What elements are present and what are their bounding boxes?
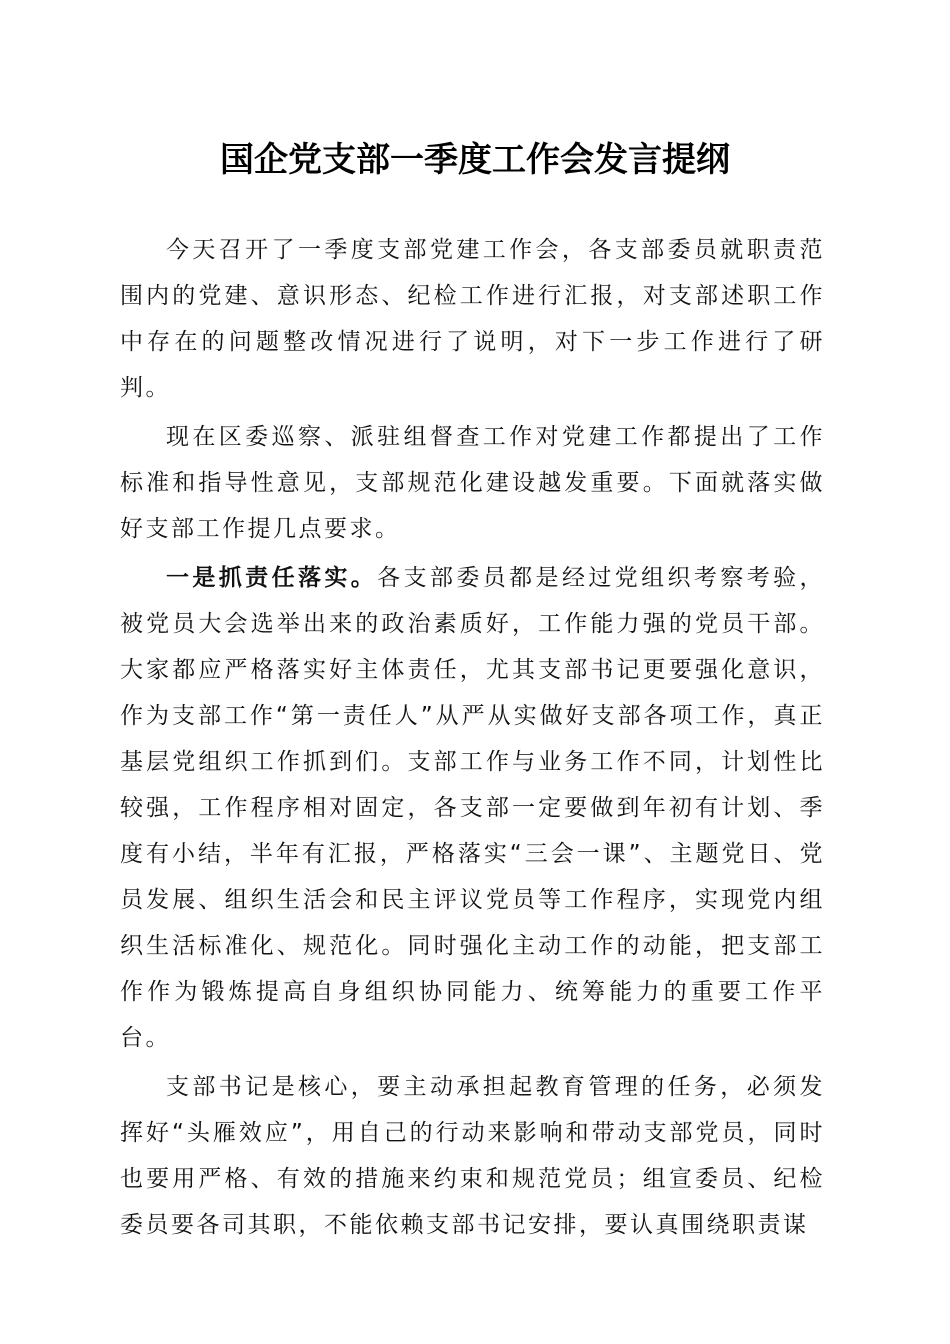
paragraph-3 <box>120 555 825 1061</box>
paragraph-4 <box>120 1064 825 1248</box>
paragraph-1-text: 今天召开了一季度支部党建工作会，各支部委员就职责范围内的党建、意识形态、纪检工作进行汇报，对支部述职工作中存在的问题整改情况进行了说明，对下一步工作进行了研判。 <box>120 237 825 401</box>
paragraph-4-text: 支部书记是核心，要主动承担起教育管理的任务，必须发挥好“头雁效应”，用自己的行动来影响和带动支部党员，同时也要用严格、有效的措施来约束和规范党员；组宣委员、纪检委员要各司其职，不能依赖支部书记安排，要认真围绕职责谋 <box>120 1074 825 1238</box>
document-title: 国企党支部一季度工作会发言提纲 <box>220 140 730 180</box>
paragraph-1 <box>120 227 825 411</box>
paragraph-2-text: 现在区委巡察、派驻组督查工作对党建工作都提出了工作标准和指导性意见，支部规范化建设越发重要。下面就落实做好支部工作提几点要求。 <box>120 424 825 542</box>
paragraph-3-text: 各支部委员都是经过党组织考察考验，被党员大会选举出来的政治素质好，工作能力强的党员干部。大家都应严格落实好主体责任，尤其支部书记更要强化意识，作为支部工作“第一责任人”从严从实做好支部各项工作，真正基层党组织工作抓到们。支部工作与业务工作不同，计划性比较强，工作程序相对固定，各支部一定要做到年初有计划、季度有小结，半年有汇报，严格落实“三会一课”、主题党日、党员发展、组织生活会和民主评议党员等工作程序，实现党内组织生活标准化、规范化。同时强化主动工作的动能，把支部工作作为锻炼提高自身组织协同能力、统筹能力的重要工作平台。 <box>120 565 826 1051</box>
paragraph-3-lead: 一是抓责任落实。 <box>166 565 378 591</box>
paragraph-2 <box>120 414 825 552</box>
document-body <box>120 227 825 1251</box>
